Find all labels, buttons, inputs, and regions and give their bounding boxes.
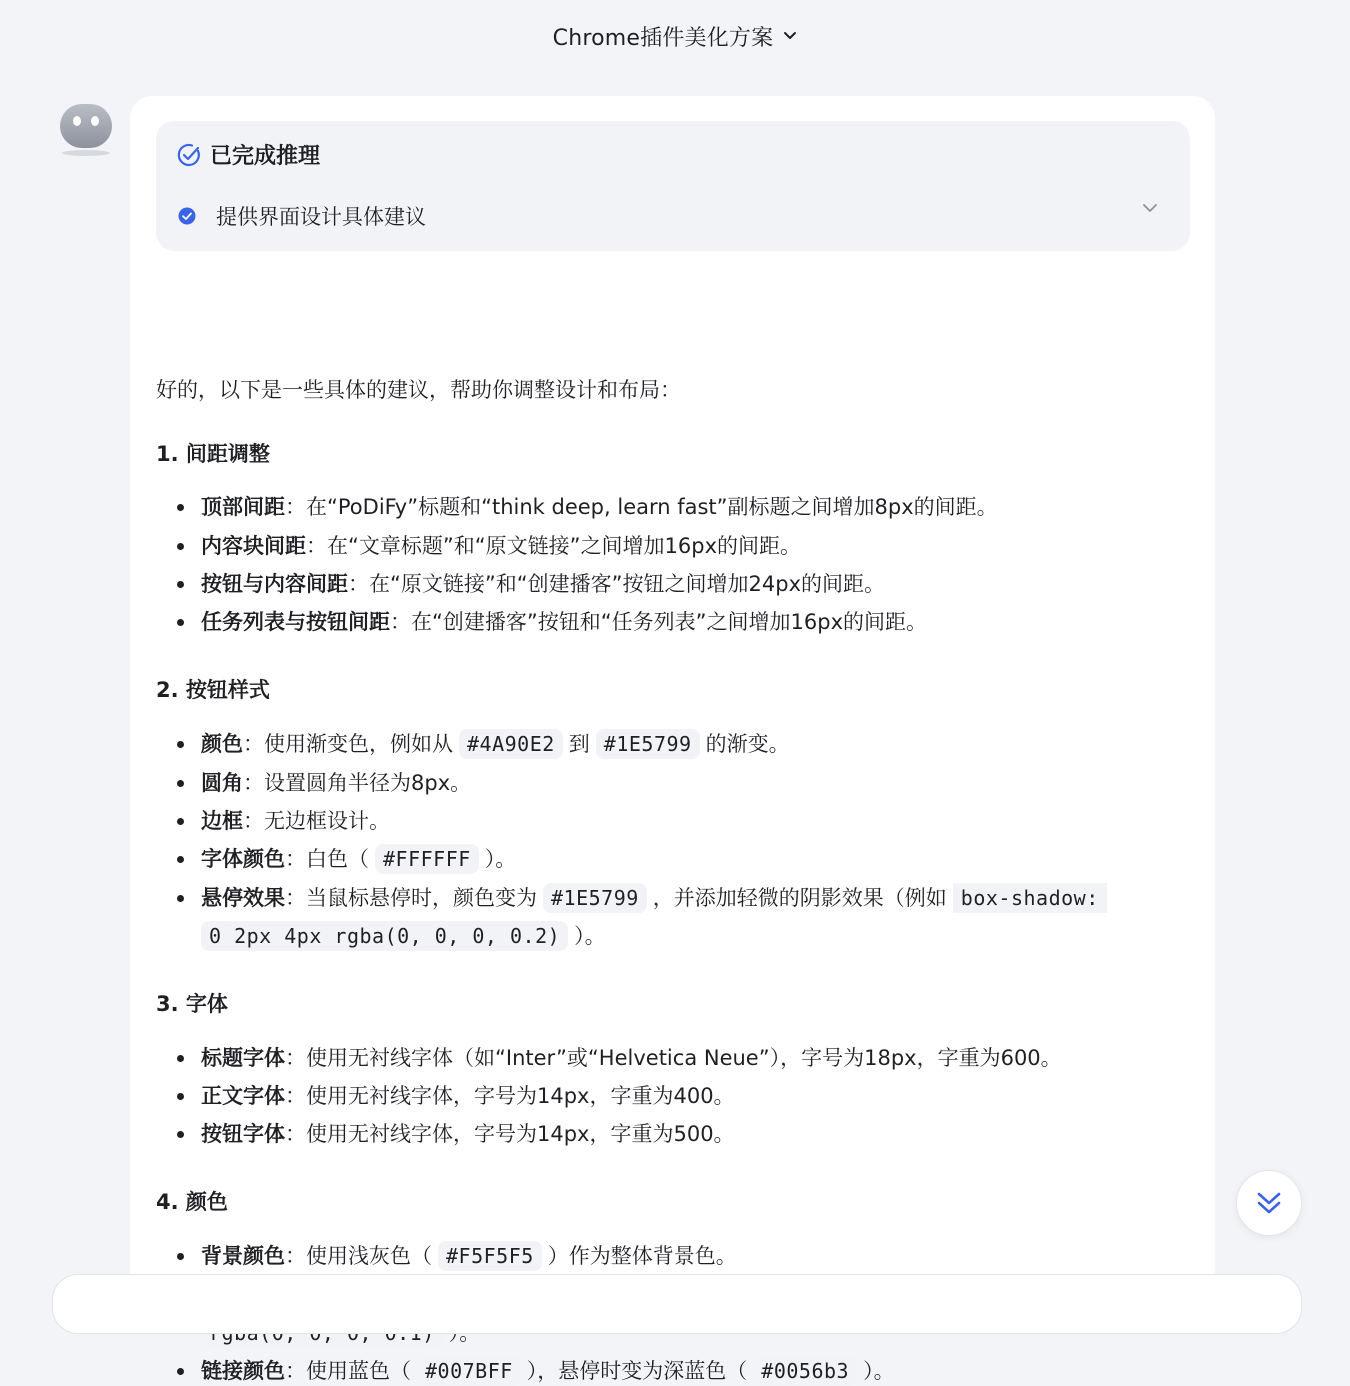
list-item: 圆角：设置圆角半径为8px。 [201, 768, 471, 798]
list-item: 颜色：使用渐变色，例如从 #4A90E2 到 #1E5799 的渐变。 [201, 729, 790, 759]
reasoning-header [176, 139, 320, 170]
expand-chevron-icon[interactable] [1142, 203, 1158, 213]
list-item: 按钮与内容间距：在“原文链接”和“创建播客”按钮之间增加24px的间距。 [201, 569, 885, 599]
section-heading: 2. 按钮样式 [156, 678, 270, 702]
chevron-down-icon [783, 31, 797, 41]
inline-code: #FFFFFF [375, 844, 479, 874]
list-item: 边框：无边框设计。 [201, 806, 390, 836]
robot-avatar-icon [58, 100, 114, 158]
inline-code: #1E5799 [596, 729, 700, 759]
list-item-continuation: 0 2px 4px rgba(0, 0, 0, 0.2) ）。 [201, 921, 606, 951]
inline-code: #F5F5F5 [438, 1241, 542, 1271]
section-heading: 3. 字体 [156, 992, 228, 1016]
assistant-avatar [58, 100, 114, 158]
scroll-to-bottom-button[interactable] [1236, 1170, 1302, 1236]
list-item: 链接颜色：使用蓝色（ #007BFF ），悬停时变为深蓝色（ #0056b3 ）。 [201, 1356, 895, 1386]
reasoning-step [178, 201, 426, 231]
conversation-title: Chrome插件美化方案 [552, 25, 774, 51]
check-dot-icon [178, 207, 196, 225]
assistant-message-card [130, 96, 1215, 1383]
list-item: 任务列表与按钮间距：在“创建播客”按钮和“任务列表”之间增加16px的间距。 [201, 607, 927, 637]
conversation-title-dropdown[interactable] [553, 21, 798, 52]
message-input-box[interactable] [52, 1274, 1302, 1334]
inline-code: #1E5799 [543, 883, 647, 913]
list-item: 内容块间距：在“文章标题”和“原文链接”之间增加16px的间距。 [201, 531, 801, 561]
list-item: 悬停效果：当鼠标悬停时，颜色变为 #1E5799 ，并添加轻微的阴影效果（例如 box-shadow: [201, 883, 1107, 913]
inline-code: box-shadow: [953, 883, 1107, 913]
double-chevron-down-icon [1255, 1190, 1283, 1216]
list-item: 背景颜色：使用浅灰色（ #F5F5F5 ）作为整体背景色。 [201, 1241, 737, 1271]
reasoning-status: 已完成推理 [210, 144, 321, 169]
list-item: 字体颜色：白色（ #FFFFFF ）。 [201, 844, 516, 874]
inline-code: #0056b3 [753, 1356, 857, 1386]
reasoning-step-label: 提供界面设计具体建议 [216, 205, 426, 229]
reasoning-panel[interactable] [156, 121, 1190, 251]
inline-code: 0 2px 4px rgba(0, 0, 0, 0.2) [201, 921, 568, 951]
section-heading: 4. 颜色 [156, 1190, 228, 1214]
check-circle-icon [176, 142, 202, 168]
inline-code: #4A90E2 [459, 729, 563, 759]
list-item: 按钮字体：使用无衬线字体，字号为14px，字重为500。 [201, 1119, 735, 1149]
section-heading: 1. 间距调整 [156, 442, 270, 466]
list-item: 标题字体：使用无衬线字体（如“Inter”或“Helvetica Neue”），字号为18px，字重为600。 [201, 1043, 1062, 1073]
intro-paragraph: 好的，以下是一些具体的建议，帮助你调整设计和布局： [156, 378, 681, 402]
top-bar [0, 0, 1350, 72]
list-item: 正文字体：使用无衬线字体，字号为14px，字重为400。 [201, 1081, 735, 1111]
inline-code: #007BFF [417, 1356, 521, 1386]
list-item: 顶部间距：在“PoDiFy”标题和“think deep, learn fast”副标题之间增加8px的间距。 [201, 492, 998, 522]
